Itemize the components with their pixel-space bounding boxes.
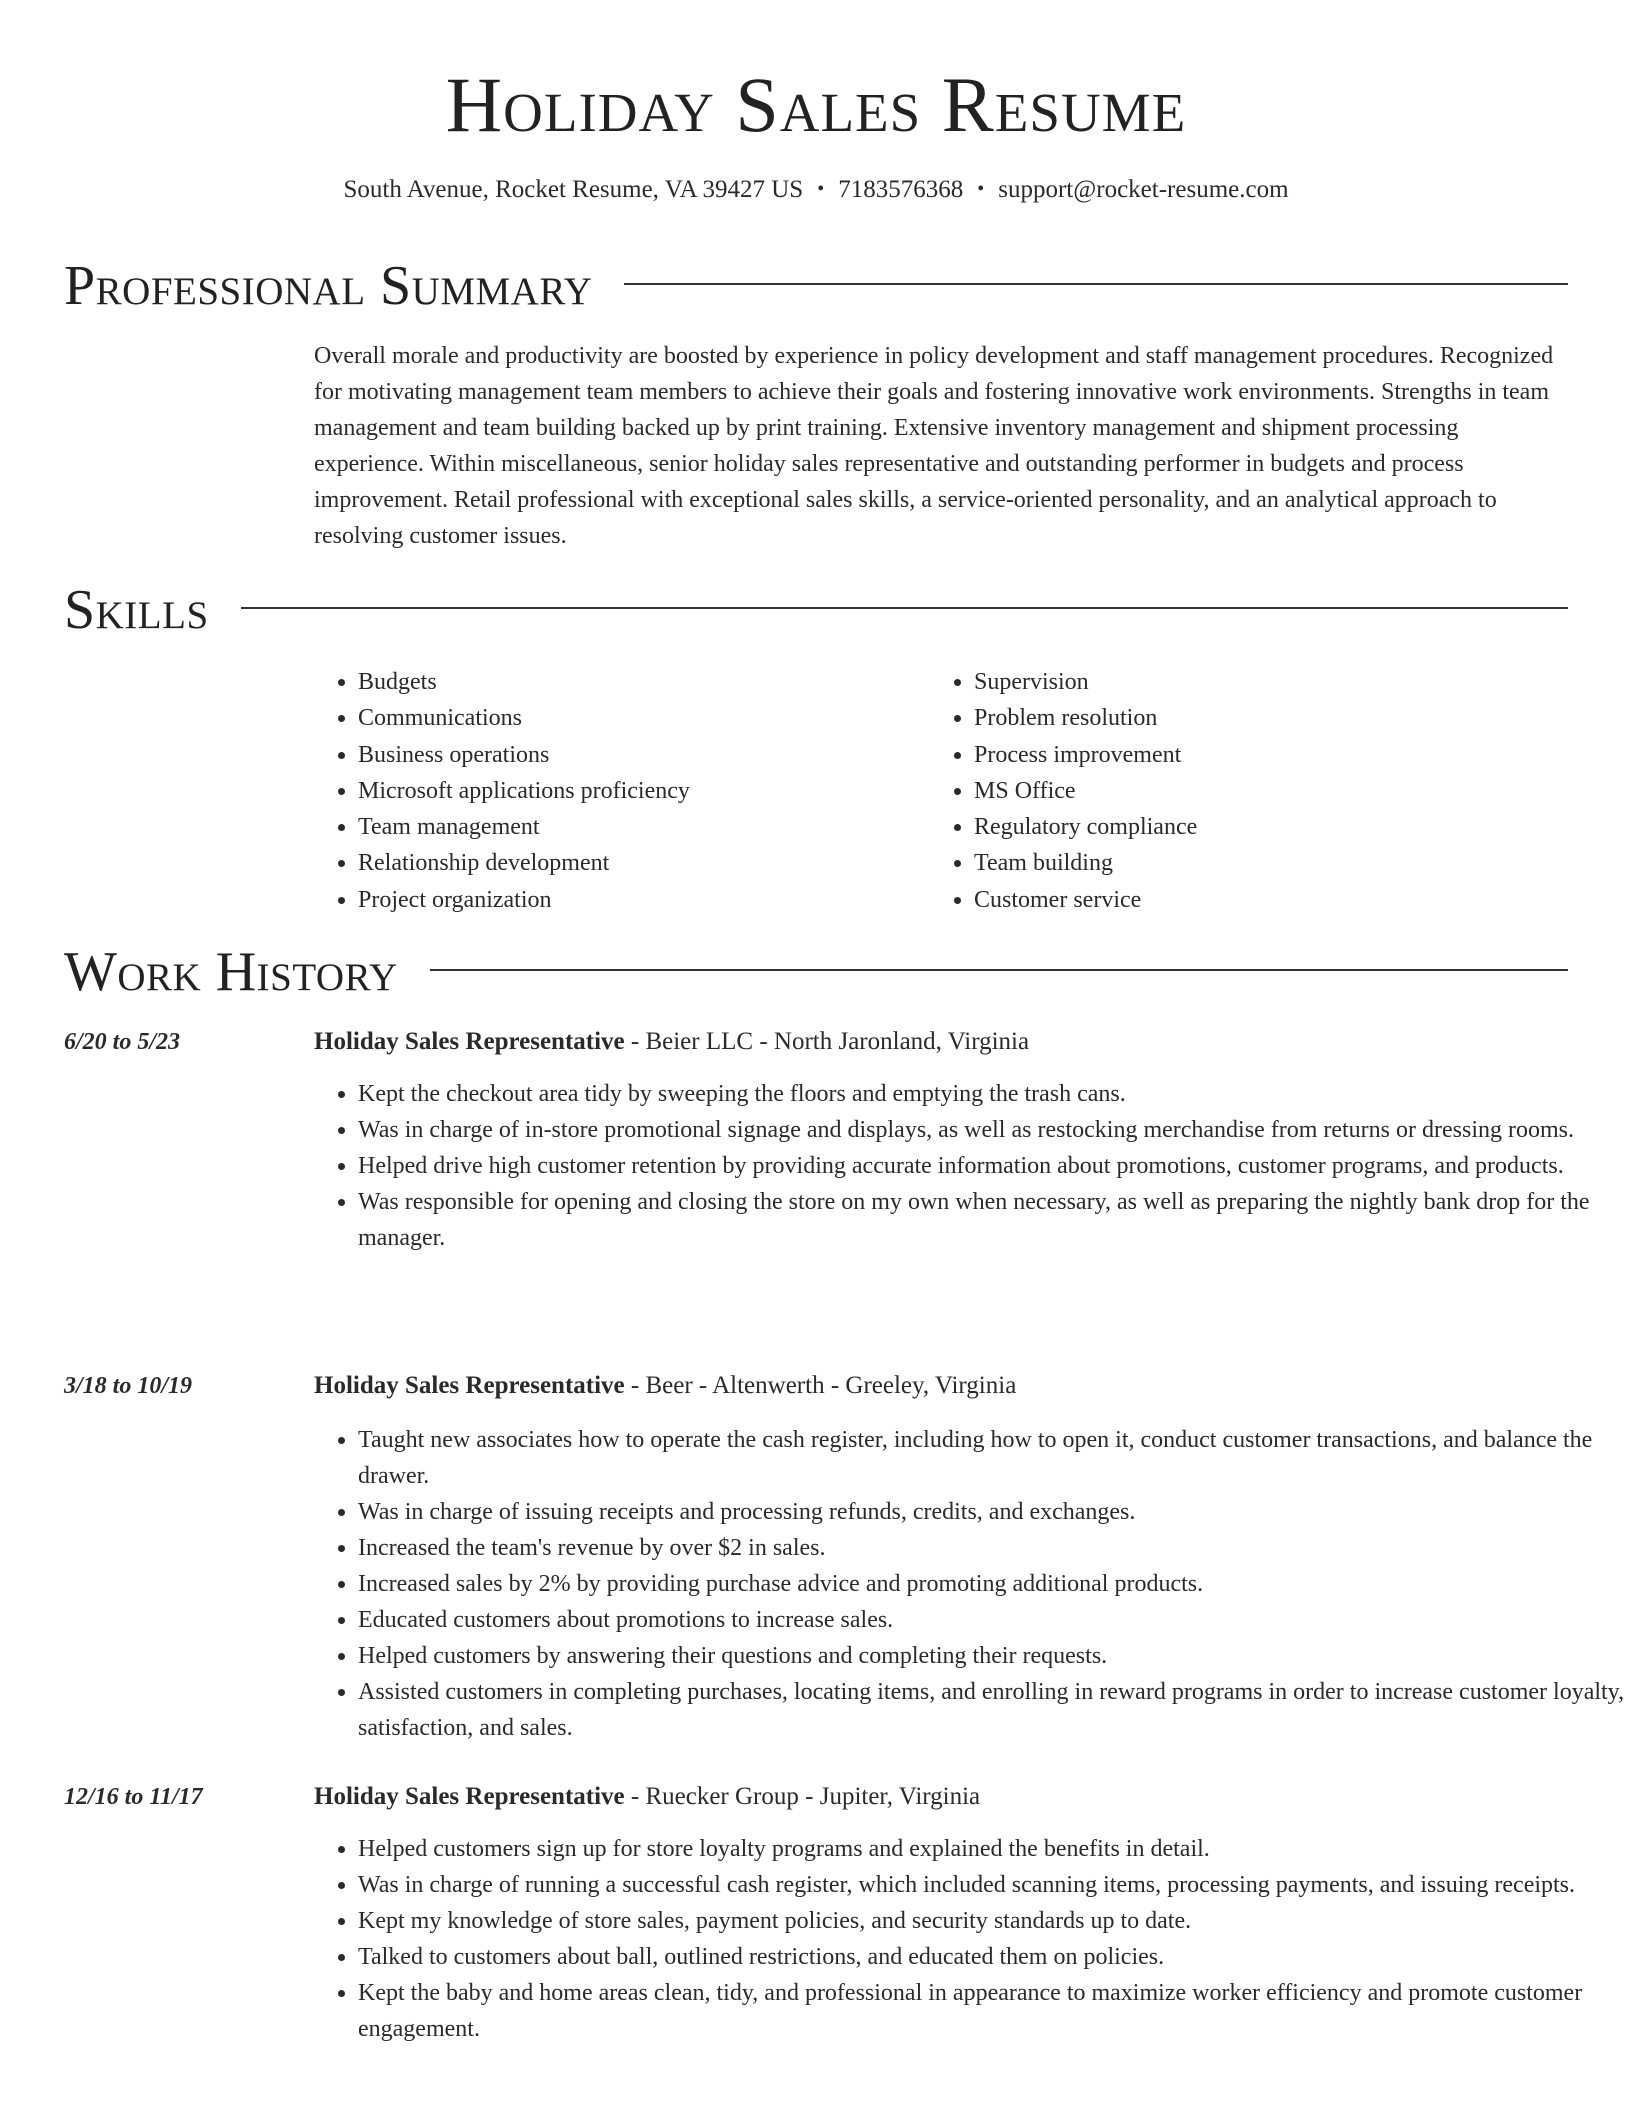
section-divider [430,969,1568,971]
job-bullet: • Kept the checkout area tidy by sweeping the floors and emptying the trash cans. [358,1076,1628,1112]
job-bullets [314,1076,1628,1256]
skills-list-left [314,664,918,918]
contact-separator: • [977,178,985,200]
contact-separator: • [817,178,825,200]
job-dates: 12/16 to 11/17 [64,1784,203,1810]
work-section-heading [64,940,1568,1004]
skills-list-right [930,664,1574,918]
job-bullet: • Helped drive high customer retention by providing accurate information about promotions, customer programs, and products. [358,1148,1628,1184]
job-bullet: • Was in charge of issuing receipts and processing refunds, credits, and exchanges. [358,1494,1628,1530]
job-bullet: • Increased sales by 2% by providing purchase advice and promoting additional products. [358,1566,1628,1602]
contact-line [0,174,1632,207]
job-bullet: • Was in charge of in-store promotional signage and displays, as well as restocking merchandise from returns or dressing rooms. [358,1112,1628,1148]
job-dates: 3/18 to 10/19 [64,1373,193,1399]
job-company-location: - Ruecker Group - Jupiter, Virginia [624,1783,981,1810]
job-bullet: • Kept the baby and home areas clean, tidy, and professional in appearance to maximize worker efficiency and promote customer engagement. [358,1975,1628,2047]
skill-item: • Communications [358,700,918,736]
summary-section-heading [64,254,1568,318]
job-title-line [314,1024,1029,1060]
section-divider [241,607,1568,609]
job-company-location: - Beier LLC - North Jaronland, Virginia [624,1028,1030,1055]
skill-item: • Regulatory compliance [974,809,1574,845]
skill-item: • Process improvement [974,737,1574,773]
skill-item: • Relationship development [358,845,918,881]
job-bullet: • Educated customers about promotions to increase sales. [358,1602,1628,1638]
skill-item: • Microsoft applications proficiency [358,773,918,809]
summary-heading-label: Professional Summary [64,255,593,317]
section-divider [624,283,1568,285]
skill-item: • MS Office [974,773,1574,809]
summary-text: Overall morale and productivity are boosted by experience in policy development and staff management procedures. Recognized for motivating management team members to achieve their goals and fostering innovative work environments. Strengths in team management and team building backed up by print training. Extensive inventory management and shipment processing experience. Within miscellaneous, senior holiday sales representative and outstanding performer in budgets and process improvement. Retail professional with exceptional sales skills, a service-oriented personality, and an analytical approach to resolving customer issues. [314,343,1554,549]
skill-item: • Business operations [358,737,918,773]
job-title-line [314,1779,980,1815]
job-company-location: - Beer - Altenwerth - Greeley, Virginia [624,1372,1017,1399]
skill-item: • Team management [358,809,918,845]
job-bullets [314,1831,1628,2047]
job-bullet: • Increased the team's revenue by over $2 in sales. [358,1530,1628,1566]
job-title-line [314,1368,1016,1404]
contact-email: support@rocket-resume.com [998,176,1289,203]
job-bullet: • Was responsible for opening and closing the store on my own when necessary, as well as preparing the nightly bank drop for the manager. [358,1184,1628,1256]
skills-section-heading [64,578,1568,642]
job-bullet: • Was in charge of running a successful cash register, which included scanning items, processing payments, and issuing receipts. [358,1867,1628,1903]
skill-item: • Project organization [358,882,918,918]
job-bullet: • Talked to customers about ball, outlined restrictions, and educated them on policies. [358,1939,1628,1975]
skill-item: • Budgets [358,664,918,700]
job-role: Holiday Sales Representative [314,1028,625,1055]
skills-heading-label: Skills [64,579,209,641]
contact-address: South Avenue, Rocket Resume, VA 39427 US [343,176,804,203]
skill-item: • Customer service [974,882,1574,918]
job-role: Holiday Sales Representative [314,1372,625,1399]
job-bullet: • Kept my knowledge of store sales, payment policies, and security standards up to date. [358,1903,1628,1939]
skill-item: • Problem resolution [974,700,1574,736]
job-bullet: • Assisted customers in completing purchases, locating items, and enrolling in reward programs in order to increase customer loyalty, satisfaction, and sales. [358,1674,1628,1746]
job-bullets [314,1422,1628,1746]
resume-title: Holiday Sales Resume [445,61,1187,148]
job-bullet: • Helped customers by answering their questions and completing their requests. [358,1638,1628,1674]
contact-phone: 7183576368 [838,176,964,203]
skill-item: • Supervision [974,664,1574,700]
job-bullet: • Taught new associates how to operate the cash register, including how to open it, conduct customer transactions, and balance the drawer. [358,1422,1628,1494]
work-heading-label: Work History [64,941,398,1003]
skill-item: • Team building [974,845,1574,881]
job-bullet: • Helped customers sign up for store loyalty programs and explained the benefits in detail. [358,1831,1628,1867]
job-dates: 6/20 to 5/23 [64,1029,181,1055]
job-role: Holiday Sales Representative [314,1783,625,1810]
